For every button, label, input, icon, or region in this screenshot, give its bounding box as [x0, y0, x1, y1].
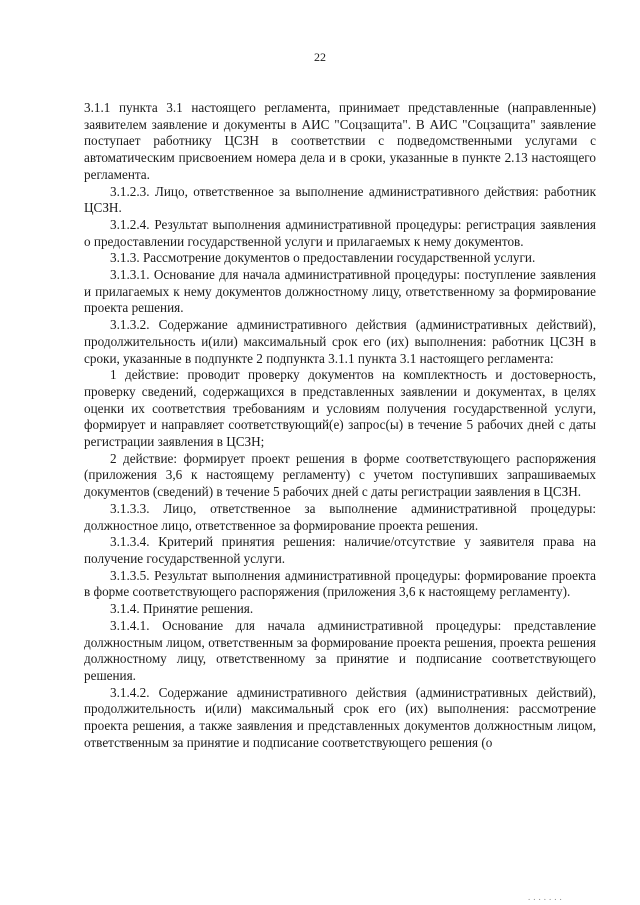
section-heading: 3.1.3. Рассмотрение документов о предоставлении государственной услуги.: [110, 250, 536, 266]
paragraph: 2 действие: формирует проект решения в форме соответствующего распоряжения (приложения 3,6 к настоящему регламенту) с учетом поступивших запрашиваемых документов (сведений) в течение 5 рабочих дней с даты регистрации заявления в ЦСЗН.: [84, 450, 596, 500]
paragraph: 3.1.4.1. Основание для начала административной процедуры: представление должностным лицом, ответственным за формирование проекта решения, проекта решения должностному лицу, ответственному за принятие и подписание соответствующего решения.: [84, 617, 596, 683]
paragraph: 3.1.3.3. Лицо, ответственное за выполнение административной процедуры: должностное лицо, ответственное за формирование проекта решения.: [84, 500, 596, 533]
paragraph: 3.1.3.4. Критерий принятия решения: наличие/отсутствие у заявителя права на получение государственной услуги.: [84, 534, 596, 566]
paragraph: 3.1.3.5. Результат выполнения административной процедуры: формирование проекта в форме соответствующего распоряжения (приложения 3,6 к настоящему регламенту).: [84, 567, 596, 600]
paragraph: 3.1.4.2. Содержание административного действия (административных действий), продолжительность и(или) максимальный срок его (их) выполнения: рассмотрение проекта решения, а также заявления и представленных документов должностным лицом, ответственным за принятие и подписание соответствующего решения (о: [84, 684, 596, 750]
paragraph: 3.1.1 пункта 3.1 настоящего регламента, принимает представленные (направленные) заявителем заявление и документы в АИС "Соцзащита". В АИС "Соцзащита" заявление поступает работнику ЦСЗН в соответствии с подведомственными услугами с автоматическим присвоением номера дела и в сроки, указанные в пункте 2.13 настоящего регламента.: [84, 100, 596, 182]
page-number: 22: [314, 50, 326, 64]
paragraph: 3.1.3.1. Основание для начала административной процедуры: поступление заявления и прилагаемых к нему документов должностному лицу, ответственному за формирование проекта решения.: [84, 267, 596, 316]
document-body: [84, 100, 596, 751]
paragraph: 3.1.2.4. Результат выполнения административной процедуры: регистрация заявления о предоставлении государственной услуги и прилагаемых к нему документов.: [84, 216, 596, 249]
scan-mark: .......: [528, 892, 565, 902]
paragraph: 1 действие: проводит проверку документов на комплектность и достоверность, проверку сведений, содержащихся в представленных заявлении и документах, в целях оценки их соответствия требованиям и условиям получения государственной услуги, формирует и направляет соответствующий(е) запрос(ы) в течение 5 рабочих дней с даты регистрации заявления в ЦСЗН;: [84, 367, 596, 450]
paragraph: 3.1.2.3. Лицо, ответственное за выполнение административного действия: работник ЦСЗН.: [84, 183, 596, 216]
section-heading: 3.1.4. Принятие решения.: [110, 601, 254, 617]
paragraph: 3.1.3.2. Содержание административного действия (административных действий), продолжительность и(или) максимальный срок его (их) выполнения: работник ЦСЗН в сроки, указанные в подпункте 2 подпункта 3.1.1 пункта 3.1 настоящего регламента:: [84, 317, 596, 366]
